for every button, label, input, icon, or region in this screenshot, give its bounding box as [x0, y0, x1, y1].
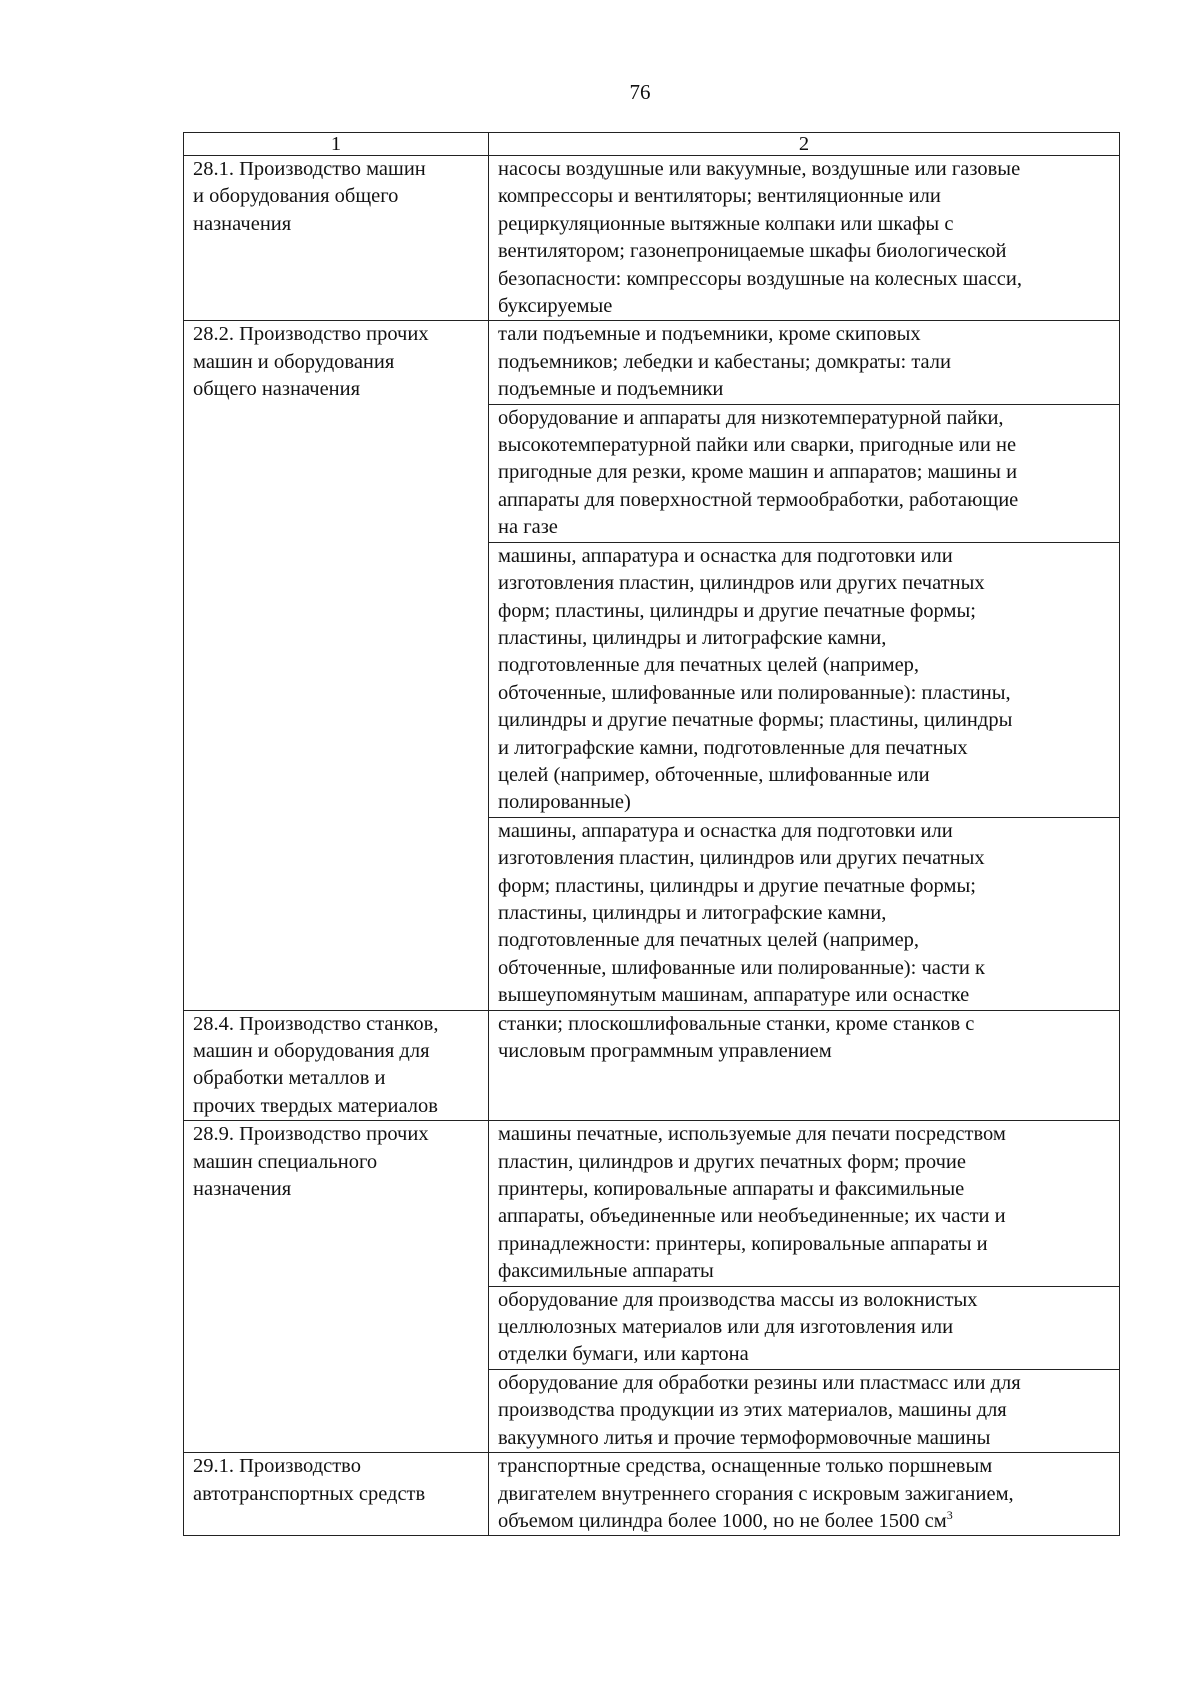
- table-row: [184, 1453, 1120, 1536]
- page-number: 76: [629, 80, 651, 104]
- product-cell: машины, аппаратура и оснастка для подготовки или изготовления пластин, цилиндров или других печатных форм; пластины, цилиндры и другие печатные формы; пластины, цилиндры и литографские камни, подготовленные для печатных целей (например, обточенные, шлифованные или полированные): части к вышеупомянутым машинам, аппаратуре или оснастке: [489, 817, 1120, 1010]
- table-row: [184, 156, 1120, 321]
- section-cell: 29.1. Производство автотранспортных средств: [184, 1453, 489, 1536]
- product-cell: машины печатные, используемые для печати посредством пластин, цилиндров и других печатных форм; прочие принтеры, копировальные аппараты и факсимильные аппараты, объединенные или необъединенные; их части и принадлежности: принтеры, копировальные аппараты и факсимильные аппараты: [489, 1121, 1120, 1286]
- product-cell: станки; плоскошлифовальные станки, кроме станков с числовым программным управлением: [489, 1010, 1120, 1121]
- table-row: [184, 321, 1120, 404]
- section-cell: 28.1. Производство машин и оборудования общего назначения: [184, 156, 489, 321]
- product-cell: оборудование для производства массы из волокнистых целлюлозных материалов или для изготовления или отделки бумаги, или картона: [489, 1286, 1120, 1369]
- section-cell: 28.9. Производство прочих машин специального назначения: [184, 1121, 489, 1453]
- product-cell: [489, 1453, 1120, 1536]
- table-header-row: [184, 133, 1120, 156]
- product-text: транспортные средства, оснащенные только поршневым двигателем внутреннего сгорания с искровым зажиганием, объемом цилиндра более 1000, но не более 1500 см: [498, 1455, 1014, 1532]
- product-cell: оборудование для обработки резины или пластмасс или для производства продукции из этих материалов, машины для вакуумного литья и прочие термоформовочные машины: [489, 1369, 1120, 1452]
- classification-table: [183, 132, 1120, 1536]
- product-cell: тали подъемные и подъемники, кроме скиповых подъемников; лебедки и кабестаны; домкраты: тали подъемные и подъемники: [489, 321, 1120, 404]
- unit-superscript: 3: [946, 1507, 953, 1522]
- table-row: [184, 1010, 1120, 1121]
- product-cell: оборудование и аппараты для низкотемпературной пайки, высокотемпературной пайки или сварки, пригодные или не пригодные для резки, кроме машин и аппаратов; машины и аппараты для поверхностной термообработки, работающие на газе: [489, 404, 1120, 542]
- column-header-2: 2: [489, 133, 1120, 156]
- table-row: [184, 1121, 1120, 1286]
- column-header-1: 1: [184, 133, 489, 156]
- product-cell: машины, аппаратура и оснастка для подготовки или изготовления пластин, цилиндров или других печатных форм; пластины, цилиндры и другие печатные формы; пластины, цилиндры и литографские камни, подготовленные для печатных целей (например, обточенные, шлифованные или полированные): пластины, цилиндры и другие печатные формы; пластины, цилиндры и литографские камни, подготовленные для печатных целей (например, обточенные, шлифованные или полированные): [489, 542, 1120, 817]
- product-cell: насосы воздушные или вакуумные, воздушные или газовые компрессоры и вентиляторы; вентиляционные или рециркуляционные вытяжные колпаки или шкафы с вентилятором; газонепроницаемые шкафы биологической безопасности: компрессоры воздушные на колесных шасси, буксируемые: [489, 156, 1120, 321]
- section-cell: 28.2. Производство прочих машин и оборудования общего назначения: [184, 321, 489, 1010]
- section-cell: 28.4. Производство станков, машин и оборудования для обработки металлов и прочих твердых материалов: [184, 1010, 489, 1121]
